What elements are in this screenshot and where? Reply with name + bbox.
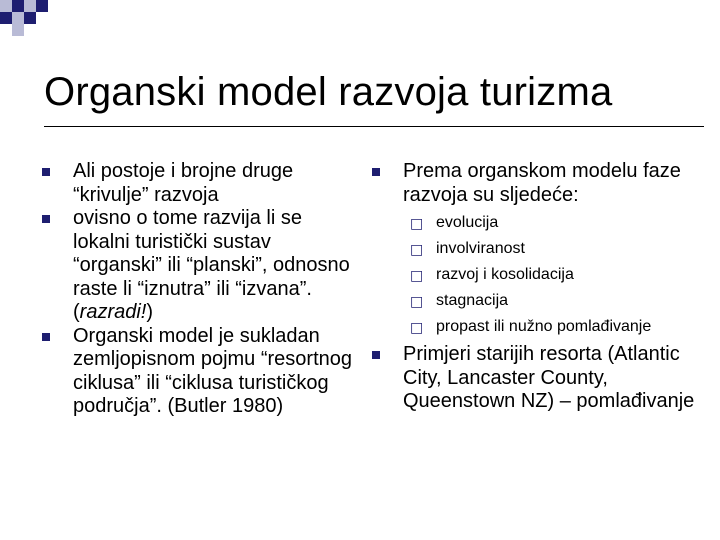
hollow-square-bullet-icon: □ — [410, 294, 424, 310]
left-bullet-2 — [40, 207, 360, 325]
phase-item-label: involviranost — [436, 240, 525, 257]
right-column — [370, 160, 700, 414]
left-bullet-2-tail: ) — [146, 301, 154, 323]
square-bullet-icon — [372, 351, 380, 359]
phase-item — [403, 265, 700, 285]
phase-item — [403, 239, 700, 259]
title-divider — [44, 126, 704, 127]
decorative-squares — [0, 0, 60, 40]
left-bullet-2-text: ovisno o tome razvija li se lokalni turistički sustav “organski” ili “planski”, odnosno raste li “iznutra” ili “izvana”. ( — [73, 207, 350, 323]
phase-item-label: razvoj i kosolidacija — [436, 266, 574, 283]
left-bullet-2-italic: razradi! — [79, 301, 147, 323]
right-bullet-1 — [370, 160, 700, 337]
left-column — [40, 160, 360, 419]
left-bullet-3-text: Organski model je sukladan zemljopisnom pojmu “resortnog ciklusa” ili “ciklusa turističkog područja”. (Butler 1980) — [73, 324, 353, 417]
hollow-square-bullet-icon: □ — [410, 268, 424, 284]
slide-title: Organski model razvoja turizma — [44, 70, 613, 114]
right-bullet-2 — [370, 343, 700, 414]
left-bullet-1-text: Ali postoje i brojne druge “krivulje” razvoja — [73, 160, 294, 206]
left-bullet-3 — [40, 325, 360, 419]
phase-item-label: propast ili nužno pomlađivanje — [436, 318, 652, 335]
hollow-square-bullet-icon: □ — [410, 242, 424, 258]
right-bullet-1-text: Prema organskom modelu faze razvoja su sljedeće: — [403, 160, 681, 206]
phase-item-label: stagnacija — [436, 292, 509, 309]
square-bullet-icon — [42, 215, 50, 223]
left-bullet-1 — [40, 160, 360, 207]
square-bullet-icon — [372, 168, 380, 176]
right-bullet-2-text: Primjeri starijih resorta (Atlantic City, Lancaster County, Queenstown NZ) – pomlađivanje — [403, 343, 695, 412]
square-bullet-icon — [42, 168, 50, 176]
phase-item-label: evolucija — [436, 214, 499, 231]
phase-item — [403, 317, 700, 337]
phase-item — [403, 213, 700, 233]
hollow-square-bullet-icon: □ — [410, 320, 424, 336]
hollow-square-bullet-icon: □ — [410, 216, 424, 232]
phase-list — [403, 213, 700, 337]
square-bullet-icon — [42, 333, 50, 341]
phase-item — [403, 291, 700, 311]
